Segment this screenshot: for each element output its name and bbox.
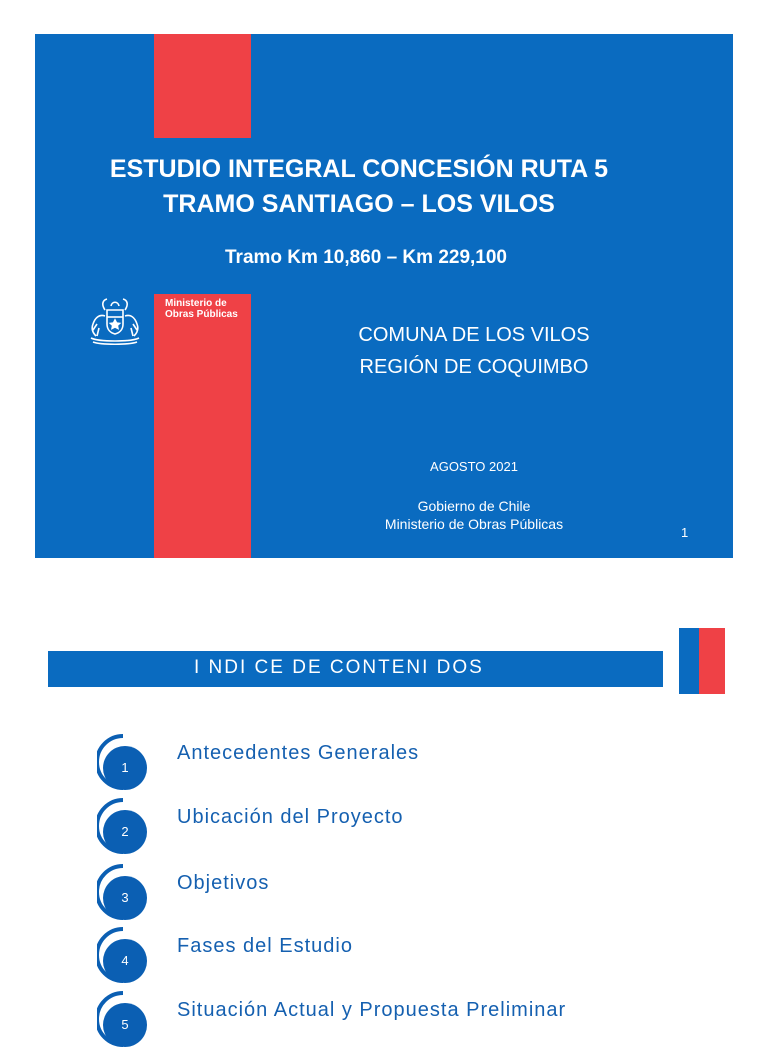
item-label: Fases del Estudio (177, 935, 353, 957)
item-label: Objetivos (177, 872, 270, 894)
number-circle (97, 732, 153, 784)
chile-coat-of-arms-icon (83, 296, 147, 348)
ministry-label: Ministerio de Obras Públicas (165, 298, 238, 320)
title-line-2: TRAMO SANTIAGO – LOS VILOS (163, 190, 555, 218)
flag-red-stripe (699, 628, 725, 694)
item-number: 2 (103, 810, 147, 854)
number-circle (97, 925, 153, 977)
index-item-5[interactable] (97, 989, 737, 1041)
red-band-top (154, 34, 251, 138)
comuna-line: COMUNA DE LOS VILOS (358, 324, 590, 346)
gov-line-1: Gobierno de Chile (417, 498, 531, 514)
chile-flag-stripe-icon (679, 628, 699, 694)
item-number: 3 (103, 876, 147, 920)
item-number: 1 (103, 746, 147, 790)
gov-line-2: Ministerio de Obras Públicas (384, 516, 564, 532)
government-block (251, 497, 697, 533)
number-circle (97, 989, 153, 1041)
date-label: AGOSTO 2021 (430, 459, 518, 474)
location-block (251, 319, 697, 383)
page-number: 1 (681, 525, 689, 540)
index-item-2[interactable] (97, 796, 737, 848)
item-label: Situación Actual y Propuesta Preliminar (177, 999, 567, 1021)
slide-title (35, 152, 683, 222)
red-band-bottom (154, 294, 251, 558)
item-label: Antecedentes Generales (177, 742, 420, 764)
slide-subtitle: Tramo Km 10,860 – Km 229,100 (225, 247, 508, 268)
item-number: 4 (103, 939, 147, 983)
index-item-3[interactable] (97, 862, 737, 914)
number-circle (97, 796, 153, 848)
index-title: I NDI CE DE CONTENI DOS (194, 657, 484, 678)
index-item-4[interactable] (97, 925, 737, 977)
item-label: Ubicación del Proyecto (177, 806, 404, 828)
number-circle (97, 862, 153, 914)
index-item-1[interactable] (97, 732, 737, 784)
title-slide (35, 34, 733, 558)
title-line-1: ESTUDIO INTEGRAL CONCESIÓN RUTA 5 (109, 155, 609, 183)
item-number: 5 (103, 1003, 147, 1047)
region-line: REGIÓN DE COQUIMBO (359, 356, 589, 378)
